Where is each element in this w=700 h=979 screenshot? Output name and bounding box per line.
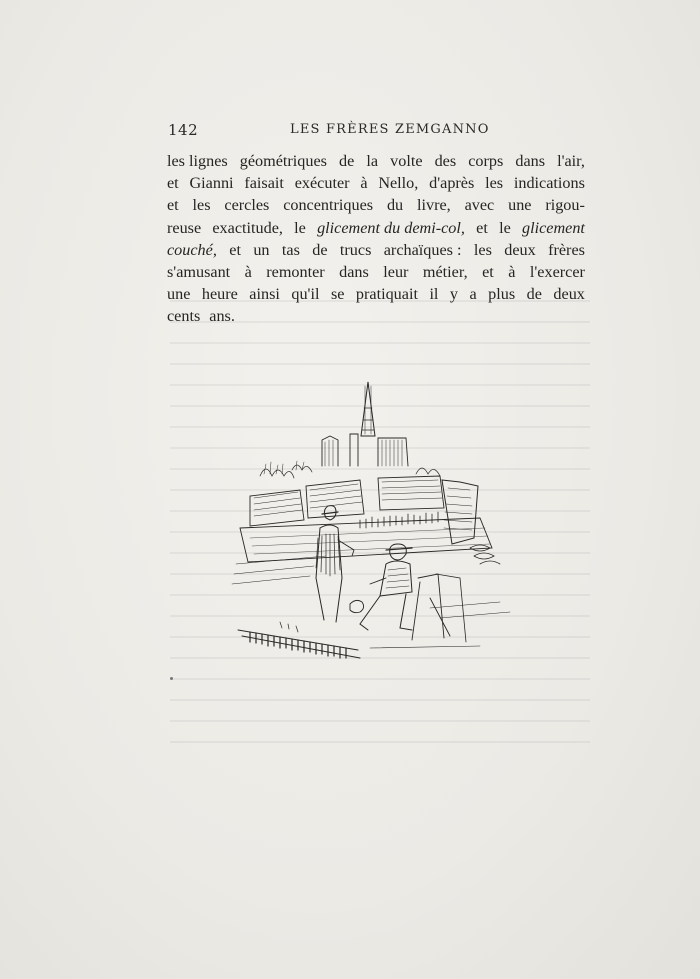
italic-term: glicement [521, 218, 585, 237]
text-line: s'amusant à remonter dans leur métier, et à l'exercer [167, 262, 585, 281]
text-line: et les cercles concentriques du livre, avec une rigou- [167, 196, 585, 215]
body-paragraph [167, 150, 585, 328]
text-line: cents ans. [167, 307, 235, 326]
text-line: couché, et un tas de trucs archaïques : les deux frères [167, 239, 585, 261]
quai-bookstalls-illustration [230, 378, 515, 680]
text-line: et Gianni faisait exécuter à Nello, d'après les indications [167, 174, 585, 193]
running-title: LES FRÈRES ZEMGANNO [290, 122, 490, 137]
text-line: reuse exactitude, le glicement du demi-col, et le glicement [167, 217, 585, 239]
print-speck [170, 677, 173, 680]
text-line: une heure ainsi qu'il se pratiquait il y a plus de deux [167, 285, 585, 304]
italic-term: glicement du demi-col, [317, 218, 465, 237]
text-line: les lignes géométriques de la volte des corps dans l'air, [167, 152, 585, 170]
page-number: 142 [168, 121, 199, 139]
running-header [168, 121, 588, 143]
italic-term: couché, [167, 240, 217, 259]
